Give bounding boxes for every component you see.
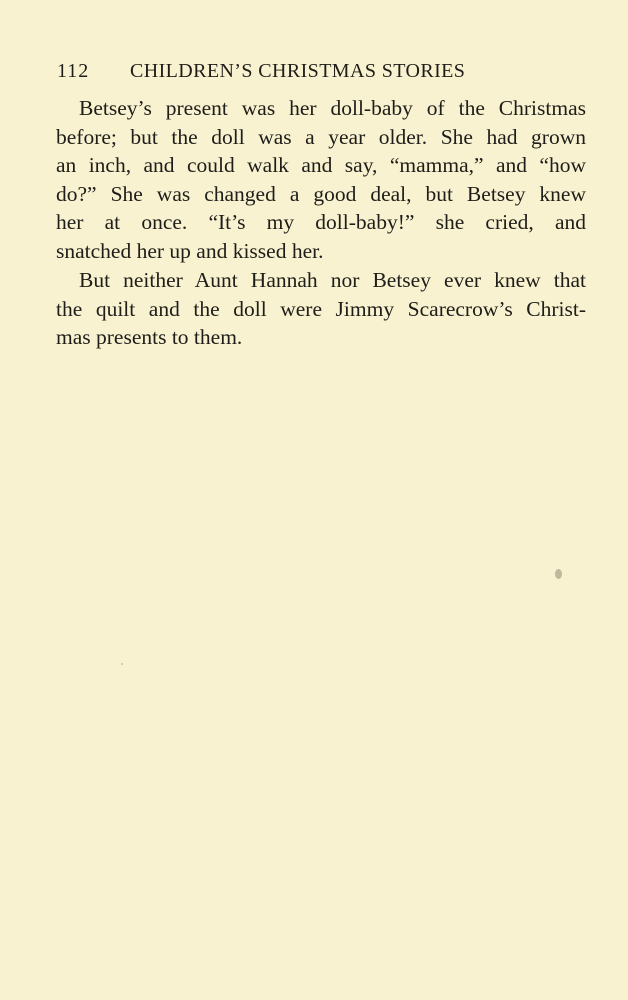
text-line: an inch, and could walk and say, “mamma,” and “how — [56, 153, 586, 178]
paragraph-1 — [56, 94, 586, 266]
page-header — [57, 56, 587, 86]
text-line: before; but the doll was a year older. She had grown — [56, 124, 586, 149]
paragraph-2 — [56, 266, 586, 352]
page-number: 112 — [57, 60, 90, 82]
text-line: her at once. “It’s my doll-baby!” she cried, and — [56, 210, 586, 235]
text-line: the quilt and the doll were Jimmy Scarecrow’s Christ- — [56, 296, 586, 321]
text-line: But neither Aunt Hannah nor Betsey ever knew that — [79, 268, 586, 292]
paper-dot — [121, 663, 123, 665]
text-line: snatched her up and kissed her. — [56, 238, 324, 263]
paper-speck — [555, 569, 562, 579]
text-line: do?” She was changed a good deal, but Betsey knew — [56, 181, 586, 206]
running-title: CHILDREN’S CHRISTMAS STORIES — [130, 60, 466, 82]
text-line: mas presents to them. — [56, 325, 243, 350]
text-line: Betsey’s present was her doll-baby of the Christmas — [79, 96, 586, 120]
